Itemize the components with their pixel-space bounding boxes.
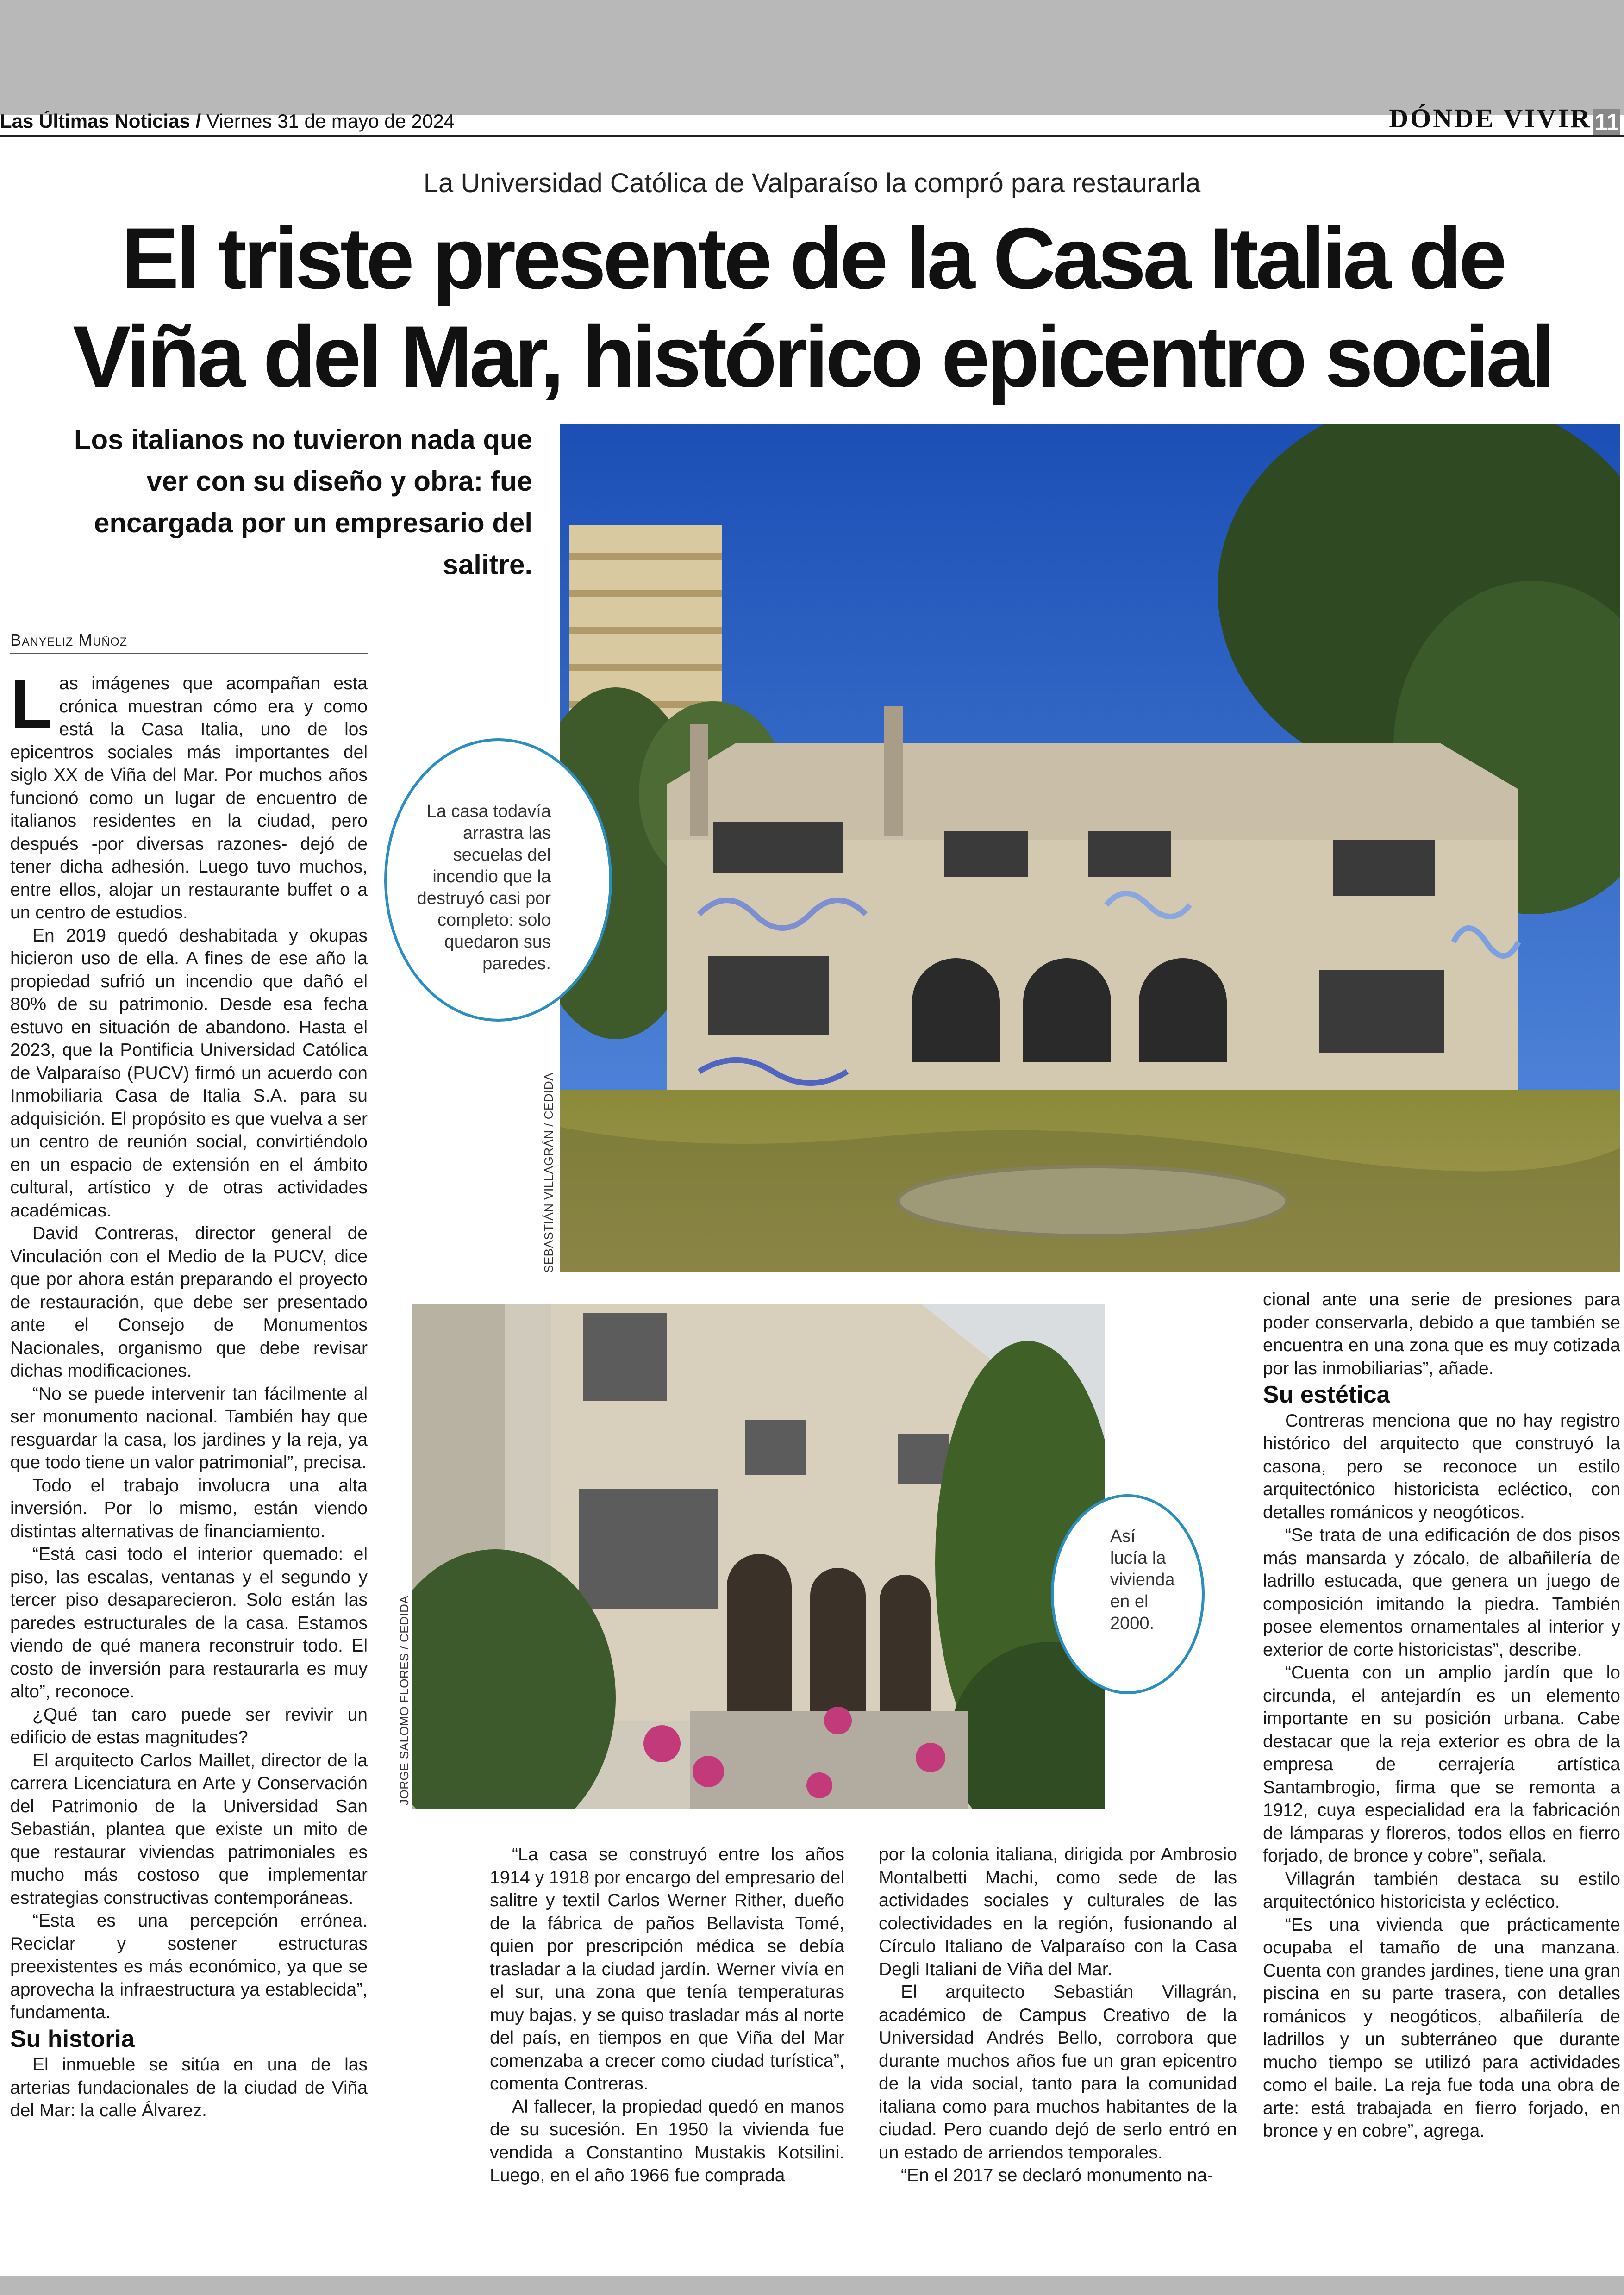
col4-paragraph-4: “Cuenta con un amplio jardín que lo circunda, el antejardín es un elemento importante en su posición urbana. Cabe destacar que la reja exterior es obra de la empresa de cerrajería artística Santambrogio, firma que se remonta a 1912, cuya especialidad era la fabricación de lámparas y floreros, todos ellos en fierro forjado, de bronce y cobre”, señala. (1263, 1663, 1620, 1866)
col4-paragraph-5: Villagrán también destaca su estilo arquitectónico historicista y ecléctico. (1263, 1869, 1620, 1912)
burned-house-illustration (560, 424, 1620, 1272)
col1-p1-text: as imágenes que acompañan esta crónica muestran cómo era y como está la Casa Italia, uno de los epicentros sociales más importantes del siglo XX de Viña del Mar. Por muchos años funcionó como un lugar de encuentro de italianos residentes en la ciudad, pero después -por diversas razones- dejó de tener dicha adhesión. Luego tuvo muchos, entre ellos, alojar un restaurante buffet o a un centro de estudios. (10, 674, 368, 923)
col4-paragraph-2: Contreras menciona que no hay registro histórico del arquitecto que construyó la casona, pero se reconoce un estilo arquitectónico historicista ecléctico, con detalles románicos y neogóticos. (1263, 1410, 1620, 1522)
photo2-credit: JORGE SALOMO FLORES / CEDIDA (397, 1595, 411, 1805)
house-2000-illustration (412, 1304, 1105, 1809)
col1-paragraph-9: “Esta es una percepción errónea. Reciclar y sostener estructuras preexistentes es más económico, ya que se aprovecha la infraestructura ya establecida”, fundamenta. (10, 1911, 368, 2022)
house-2000-photo (412, 1304, 1105, 1809)
col1-paragraph-7: ¿Qué tan caro puede ser revivir un edificio de estas magnitudes? (10, 1704, 368, 1747)
publication-line (0, 110, 455, 132)
col1-paragraph-2: En 2019 quedó deshabitada y okupas hicieron uso de ella. A fines de ese año la propiedad sufrió un incendio que dañó el 80% de su patrimonio. Desde esa fecha estuvo en situación de abandono. Hasta el 2023, que la Pontificia Universidad Católica de Valparaíso (PUCV) firmó un acuerdo con Inmobiliaria Casa de Italia S.A. para su adquisición. El propósito es que vuelva a ser un centro de reunión social, convirtiéndolo en un espacio de extensión en el ámbito cultural, artístico y de otras actividades académicas. (10, 925, 368, 1221)
col1-paragraph-8: El arquitecto Carlos Maillet, director de la carrera Licenciatura en Arte y Conservación del Patrimonio de la Universidad San Sebastián, plantea que existe un mito de que restaurar viviendas patrimoniales es mucho más costoso que implementar estrategias constructivas contemporáneas. (10, 1750, 368, 1908)
col4-paragraph-3: “Se trata de una edificación de dos pisos más mansarda y zócalo, de albañilería de ladrillo estucada, que genera un juego de composición imitando la piedra. También posee elementos ornamentales al interior y exterior de corte historicistas”, describe. (1263, 1525, 1620, 1660)
article-deck: Los italianos no tuvieron nada que ver con su diseño y obra: fue encargada por un empresario del salitre. (74, 424, 532, 580)
article-headline: El triste presente de la Casa Italia de Viña del Mar, histórico epicentro social (73, 210, 1552, 405)
page-number: 11 (1593, 109, 1620, 135)
col1-paragraph-3: David Contreras, director general de Vinculación con el Medio de la PUCV, dice que por ahora están preparando el proyecto de restauración, que debe ser presentado ante el Consejo de Monumentos Nacionales, organismo que debe revisar dichas modificaciones. (10, 1223, 368, 1381)
subhead-historia: Su historia (10, 2025, 135, 2052)
publication-date: Viernes 31 de mayo de 2024 (206, 110, 455, 132)
publication-name: Las Últimas Noticias (0, 110, 190, 132)
col1-paragraph-5: Todo el trabajo involucra una alta inversión. Por lo mismo, están viendo distintas alternativas de financiamiento. (10, 1475, 368, 1541)
col2-paragraph-2: Al fallecer, la propiedad quedó en manos de su sucesión. En 1950 la vivienda fue vendida a Constantino Mustakis Kotsilini. Luego, en el año 1966 fue comprada (490, 2096, 844, 2185)
col1-paragraph-6: “Está casi todo el interior quemado: el piso, las escalas, ventanas y el segundo y tercer piso desaparecieron. Solo están las paredes estructurales de la casa. Estamos viendo de qué manera reconstruir todo. El costo de inversión para restaurarla es muy alto”, reconoce. (10, 1544, 368, 1702)
photo1-caption: La casa todavía arrastra las secuelas del incendio que la destruyó casi por completo: solo quedaron sus paredes. (417, 802, 551, 973)
top-band (0, 0, 1624, 115)
column-3 (879, 1843, 1237, 2187)
burned-house-photo (560, 424, 1620, 1272)
photo2-caption: Así lucía la vivienda en el 2000. (1110, 1527, 1175, 1633)
col3-paragraph-3: “En el 2017 se declaró monumento na- (901, 2165, 1213, 2185)
col2-paragraph-1: “La casa se construyó entre los años 1914 y 1918 por encargo del empresario del salitre y textil Carlos Werner Rither, dueño de la fábrica de paños Bellavista Tomé, quien por prescripción médica se debía trasladar a la ciudad jardín. Werner vivía en el sur, una zona que tenía temperaturas muy bajas, y se quiso trasladar más al norte del país, en tiempos en que Viña del Mar comenzaba a crecer como ciudad turística”, comenta Contreras. (490, 1845, 844, 2094)
col1-paragraph-10: El inmueble se sitúa en una de las arterias fundacionales de la ciudad de Viña del Mar: la calle Álvarez. (10, 2055, 368, 2120)
column-4 (1263, 1288, 1620, 2143)
col3-paragraph-2: El arquitecto Sebastián Villagrán, académico de Campus Creativo de la Universidad Andrés Bello, corrobora que durante muchos años fue un gran epicentro de la vida social, tanto para la comunidad italiana como para muchos habitantes de la ciudad. Pero cuando dejó de serlo entró en un estado de arriendos temporales. (879, 1982, 1237, 2163)
photo1-credit: SEBASTIÁN VILLAGRÁN / CEDIDA (542, 1072, 556, 1273)
column-1 (10, 665, 368, 2122)
col3-paragraph-1: por la colonia italiana, dirigida por Ambrosio Montalbetti Machi, como sede de las actividades sociales y culturales de las colectividades en la región, fusionando al Círculo Italiano de Valparaíso con la Casa Degli Italiani de Viña del Mar. (879, 1845, 1237, 1979)
col4-paragraph-6: “Es una vivienda que prácticamente ocupaba el tamaño de una manzana. Cuenta con grandes jardines, tiene una gran piscina en su parte trasera, con detalles románicos y neogóticos, albañilería de ladrillos y un subterráneo que durante mucho tiempo se utilizó para actividades como el baile. La reja fue toda una obra de arte: está trabajada en fierro forjado, en bronce y en cobre”, agrega. (1263, 1915, 1620, 2141)
col4-paragraph-1: cional ante una serie de presiones para poder conservarla, debido a que también se encuentra en una zona que es muy cotizada por las inmobiliarias”, añade. (1263, 1290, 1620, 1378)
column-2 (490, 1843, 844, 2187)
dropcap: L (10, 665, 53, 742)
byline: Banyeliz Muñoz (10, 630, 368, 654)
col1-paragraph-1 (10, 665, 368, 924)
col1-paragraph-4: “No se puede intervenir tan fácilmente al ser monumento nacional. También hay que resguardar la casa, los jardines y la reja, ya que todo tiene un valor patrimonial”, precisa. (10, 1384, 368, 1472)
header-rule (0, 135, 1624, 137)
article-kicker: La Universidad Católica de Valparaíso la compró para restaurarla (423, 168, 1201, 198)
subhead-estetica: Su estética (1263, 1381, 1390, 1408)
bottom-band (0, 2276, 1624, 2295)
section-title: DÓNDE VIVIR (1389, 103, 1592, 133)
publication-separator: / (195, 110, 201, 132)
